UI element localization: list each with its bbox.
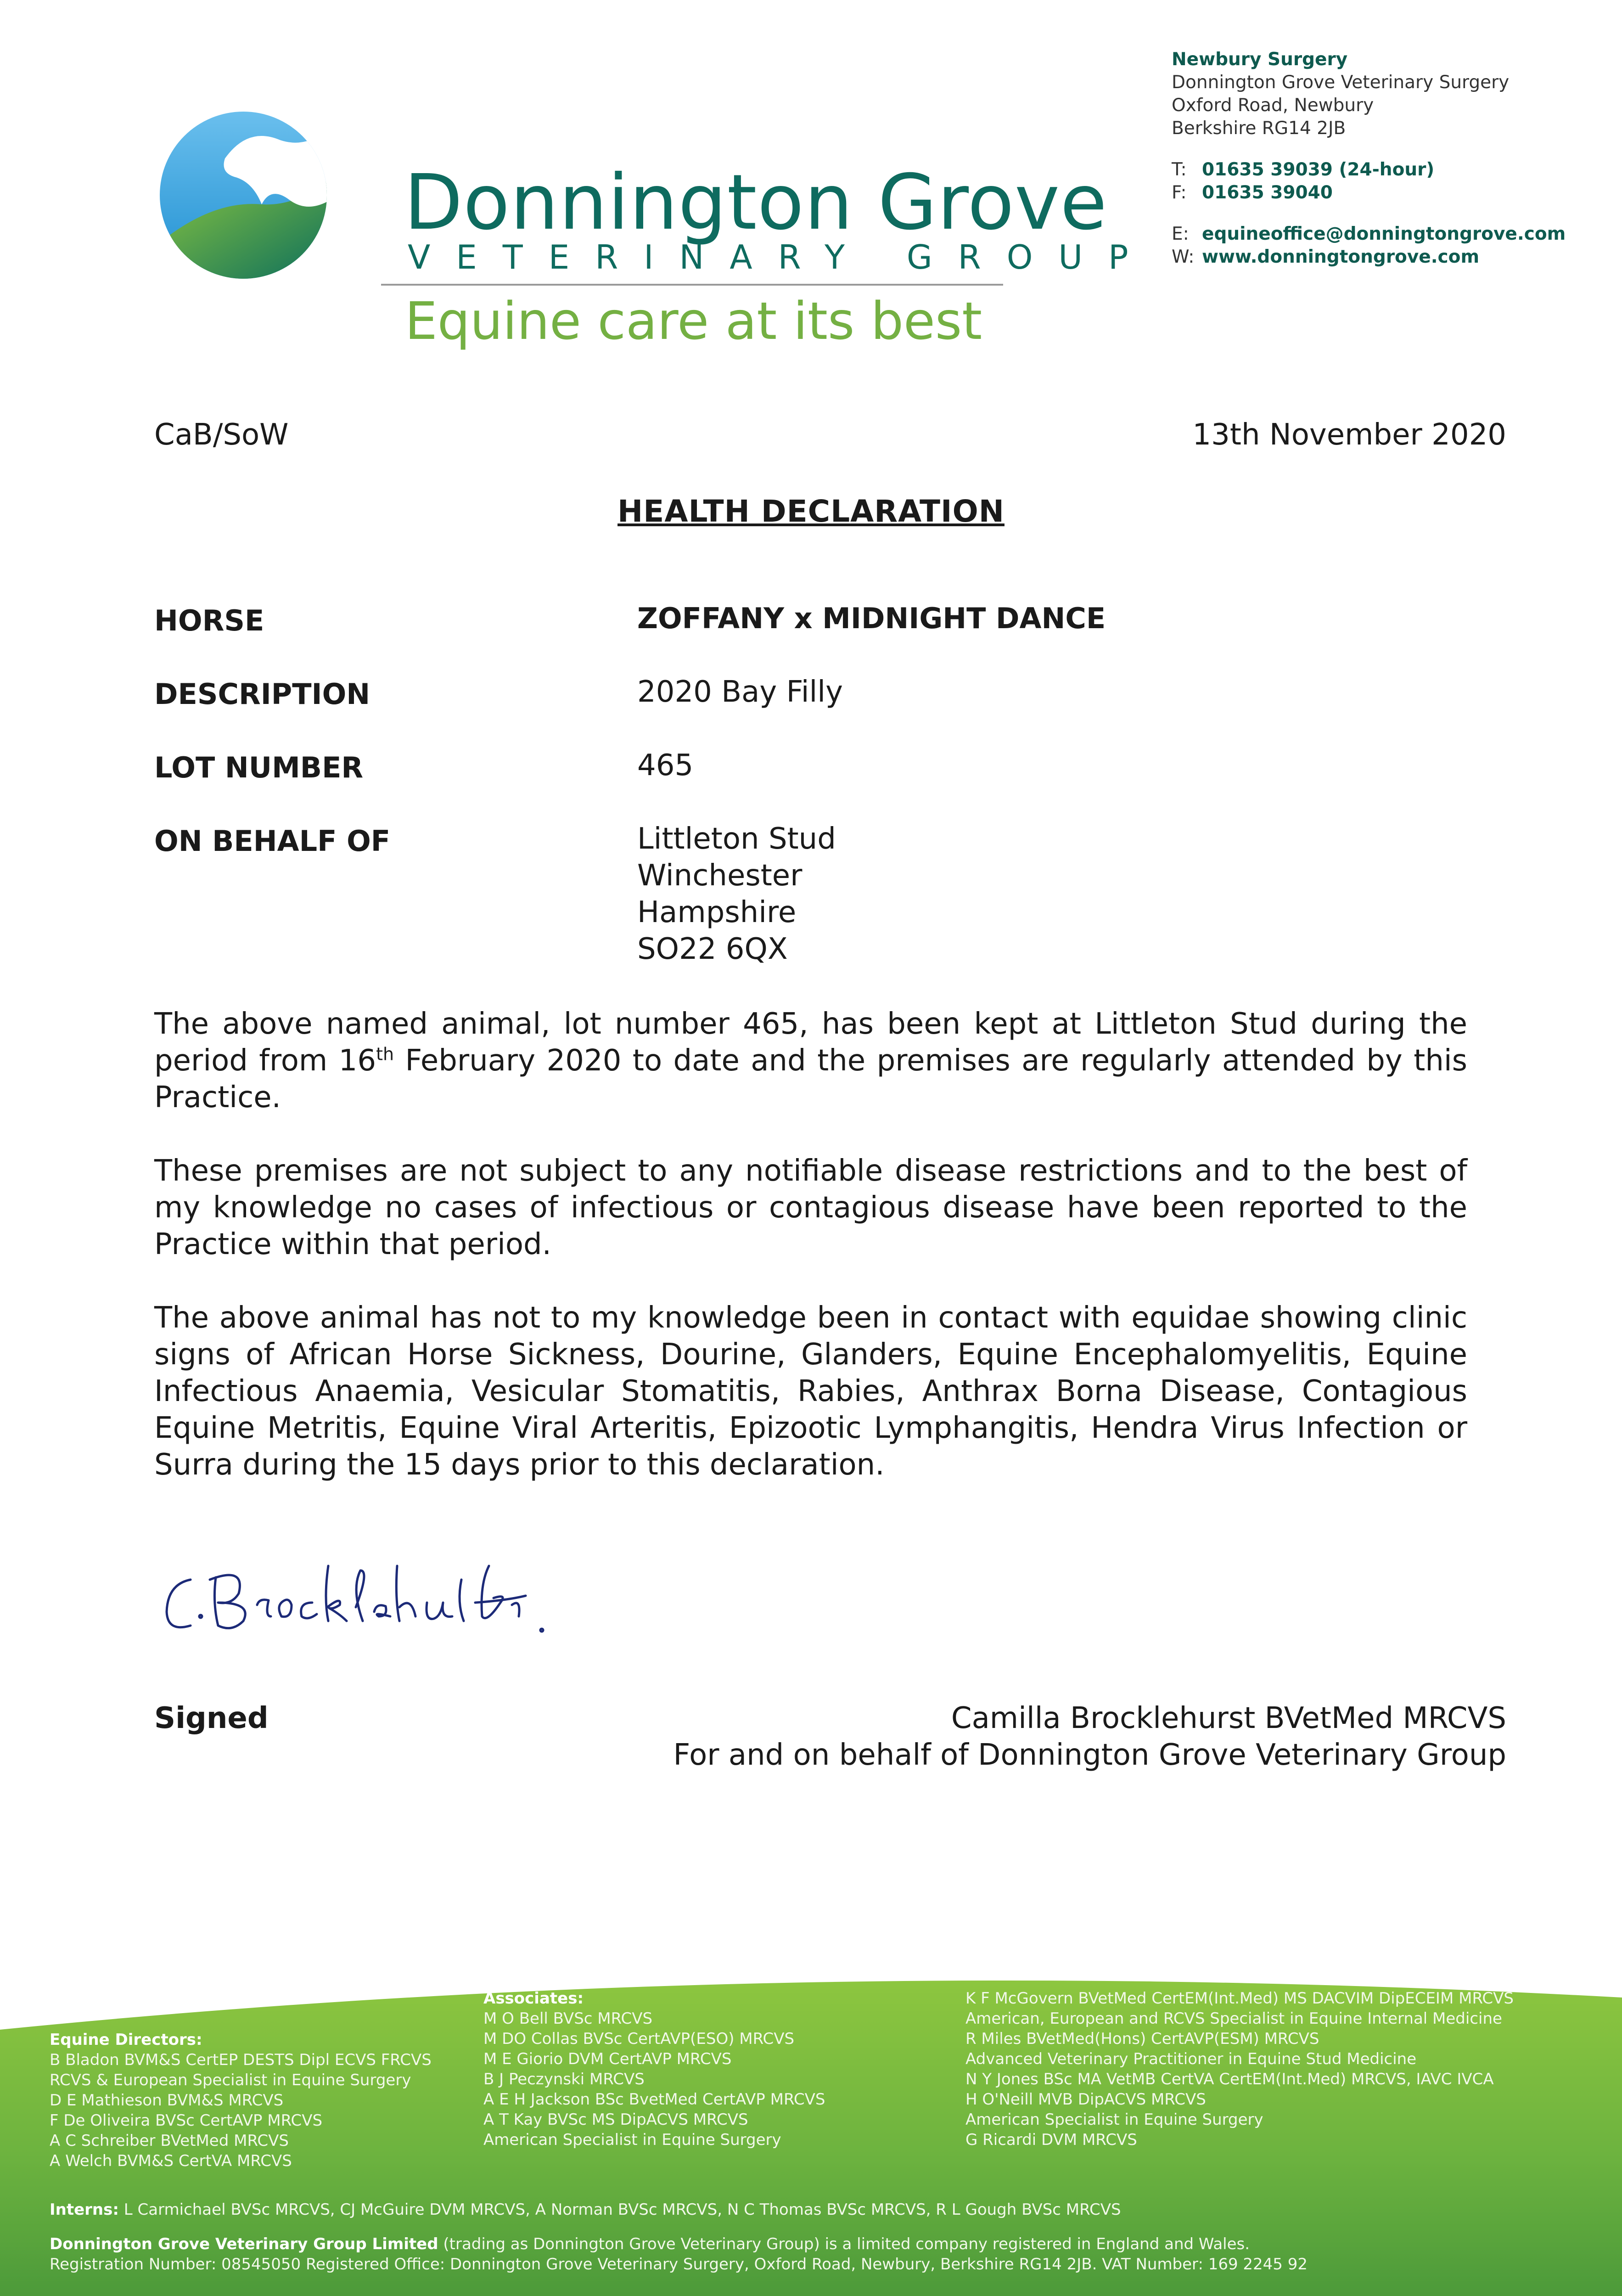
ordinal-suffix: th	[376, 1044, 394, 1064]
list-item: M O Bell BVSc MRCVS	[483, 2009, 653, 2028]
list-item: B Bladon BVM&S CertEP DESTS Dipl ECVS FRCVS	[50, 2051, 432, 2069]
list-item: R Miles BVetMed(Hons) CertAVP(ESM) MRCVS	[965, 2030, 1319, 2048]
paragraph-text: The above named animal, lot number 465, has been kept at Littleton Stud during the period from 16	[154, 1007, 1467, 1078]
list-item: A C Schreiber BVetMed MRCVS	[50, 2132, 289, 2150]
address-line: Littleton Stud	[637, 822, 836, 856]
brand-name: Donnington Grove	[404, 158, 1108, 247]
telephone-row	[1172, 158, 1566, 181]
interns-list: L Carmichael BVSc MRCVS, CJ McGuire DVM MRCVS, A Norman BVSc MRCVS, N C Thomas BVSc MRCVS, R L Gough BVSc MRCVS	[123, 2200, 1121, 2219]
footer-associates-continued	[965, 1988, 1514, 2150]
list-item: H O'Neill MVB DipACVS MRCVS	[965, 2090, 1206, 2109]
on-behalf-address	[637, 821, 836, 968]
list-item: American Specialist in Equine Surgery	[965, 2110, 1263, 2129]
list-item: D E Mathieson BVM&S MRCVS	[50, 2091, 284, 2110]
email-address[interactable]: equineoffice@donningtongrove.com	[1202, 224, 1566, 244]
contact-block	[1172, 48, 1566, 269]
telephone-label: T:	[1172, 159, 1187, 180]
horse-value: ZOFFANY x MIDNIGHT DANCE	[637, 602, 1106, 635]
brand-divider	[381, 284, 1003, 286]
list-item: A Welch BVM&S CertVA MRCVS	[50, 2152, 292, 2170]
address-line: SO22 6QX	[637, 932, 788, 966]
paragraph-premises: These premises are not subject to any notifiable disease restrictions and to the best of my knowledge no cases of infectious or contagious disease have been reported to the Practice within that period.	[154, 1154, 1467, 1261]
handwritten-signature	[158, 1552, 562, 1658]
list-item: A T Kay BVSc MS DipACVS MRCVS	[483, 2110, 748, 2129]
signatory-behalf: For and on behalf of Donnington Grove Veterinary Group	[673, 1738, 1506, 1772]
company-description: (trading as Donnington Grove Veterinary Group) is a limited company registered in England and Wales.	[438, 2235, 1250, 2253]
brand-subtitle: VETERINARY GROUP	[408, 238, 1154, 276]
telephone-number: 01635 39039 (24-hour)	[1202, 159, 1435, 180]
interns-label: Interns:	[50, 2200, 119, 2219]
list-item: F De Oliveira BVSc CertAVP MRCVS	[50, 2111, 323, 2130]
list-item: M E Giorio DVM CertAVP MRCVS	[483, 2050, 732, 2068]
associates-title: Associates:	[483, 1989, 584, 2008]
description-label: DESCRIPTION	[154, 677, 370, 711]
directors-title: Equine Directors:	[50, 2031, 202, 2049]
document-date: 13th November 2020	[1192, 418, 1506, 452]
description-value: 2020 Bay Filly	[637, 675, 843, 709]
list-item: M DO Collas BVSc CertAVP(ESO) MRCVS	[483, 2030, 795, 2048]
list-item: American, European and RCVS Specialist in Equine Internal Medicine	[965, 2009, 1502, 2028]
email-row	[1172, 223, 1566, 246]
paragraph-diseases: The above animal has not to my knowledge been in contact with equidae showing clinic signs of African Horse Sickness, Dourine, Glanders, Equine Encephalomyelitis, Equine Infectious Anaemia, Vesicular Stomatitis, Rabies, Anthrax Borna Disease, Contagious Equine Metritis, Equine Viral Arteritis, Epizootic Lymphangitis, Hendra Virus Infection or Surra during the 15 days prior to this declaration.	[154, 1301, 1467, 1482]
address-line: Winchester	[637, 859, 803, 893]
footer-company-info	[50, 2234, 1308, 2274]
horse-label: HORSE	[154, 604, 264, 637]
email-label: E:	[1172, 224, 1189, 244]
brand-tagline: Equine care at its best	[405, 292, 982, 351]
signatory-name: Camilla Brocklehurst BVetMed MRCVS	[951, 1701, 1506, 1735]
fax-number: 01635 39040	[1202, 182, 1333, 203]
list-item: American Specialist in Equine Surgery	[483, 2131, 781, 2149]
website-link[interactable]: www.donningtongrove.com	[1202, 247, 1480, 267]
list-item: B J Peczynski MRCVS	[483, 2070, 645, 2088]
list-item: K F McGovern BVetMed CertEM(Int.Med) MS DACVIM DipECEIM MRCVS	[965, 1989, 1514, 2008]
address-line: Hampshire	[637, 895, 797, 929]
lot-number-label: LOT NUMBER	[154, 751, 364, 784]
lot-number-value: 465	[637, 748, 694, 782]
registration-details: Registration Number: 08545050 Registered Office: Donnington Grove Veterinary Surgery, Oxford Road, Newbury, Berkshire RG14 2JB. VAT Number: 169 2245 92	[50, 2255, 1308, 2273]
surgery-name: Newbury Surgery	[1172, 49, 1348, 70]
list-item: Advanced Veterinary Practitioner in Equine Stud Medicine	[965, 2050, 1417, 2068]
website-row	[1172, 246, 1566, 269]
list-item: G Ricardi DVM MRCVS	[965, 2131, 1137, 2149]
signed-label: Signed	[154, 1701, 269, 1735]
company-name: Donnington Grove Veterinary Group Limited	[50, 2235, 438, 2253]
footer-directors	[50, 2030, 432, 2171]
document-title: HEALTH DECLARATION	[617, 494, 1005, 529]
document-reference: CaB/SoW	[154, 418, 289, 452]
website-label: W:	[1172, 247, 1195, 267]
list-item: N Y Jones BSc MA VetMB CertVA CertEM(Int.Med) MRCVS, IAVC IVCA	[965, 2070, 1494, 2088]
paragraph-text: February 2020 to date and the premises are regularly attended by this Practice.	[154, 1044, 1467, 1114]
list-item: A E H Jackson BSc BvetMed CertAVP MRCVS	[483, 2090, 825, 2109]
fax-row	[1172, 181, 1566, 204]
address-line: Berkshire RG14 2JB	[1172, 118, 1346, 139]
footer-interns	[50, 2200, 1121, 2220]
list-item: RCVS & European Specialist in Equine Surgery	[50, 2071, 411, 2089]
practice-logo	[156, 108, 331, 282]
footer-associates	[483, 1988, 825, 2150]
fax-label: F:	[1172, 182, 1187, 203]
address-line: Donnington Grove Veterinary Surgery	[1172, 72, 1510, 93]
paragraph-kept-at	[154, 1006, 1467, 1116]
address-line: Oxford Road, Newbury	[1172, 95, 1374, 116]
on-behalf-label: ON BEHALF OF	[154, 824, 391, 858]
